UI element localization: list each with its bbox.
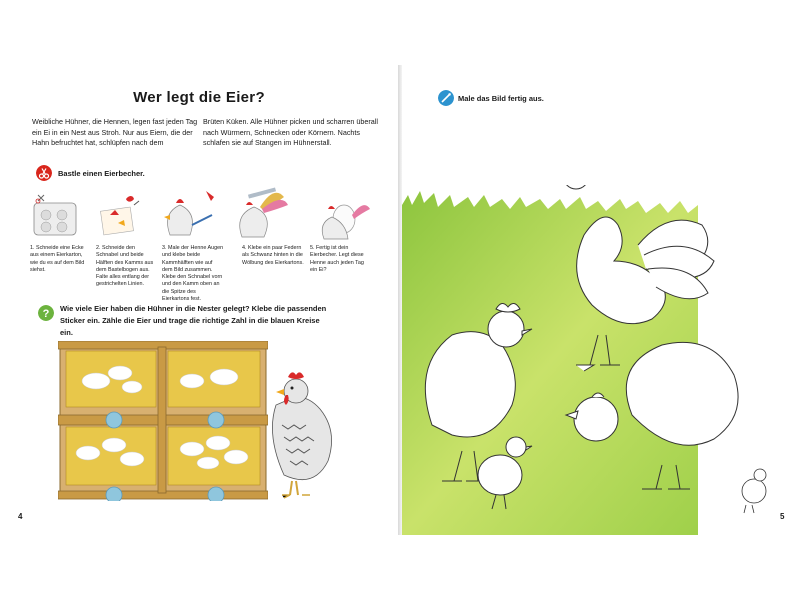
answer-circle (106, 487, 122, 501)
craft-step-5: 5. Fertig ist dein Eierbecher. Legt diese Henne auch jeden Tag ein Ei? (310, 245, 364, 273)
svg-text:?: ? (42, 308, 50, 320)
carton-with-comb-illustration (164, 191, 214, 235)
intro-text-col1: Weibliche Hühner, die Hennen, legen fast jeden Tag ein Ei in ein Nest aus Stroh. Nur aus Eiern, die der Hahn befruchtet hat, schlüpfen nach dem (32, 117, 198, 147)
craft-step-1: 1. Schneide eine Ecke aus einem Eierkarton, wie du es auf dem Bild siehst. (30, 245, 85, 273)
answer-circle (208, 412, 224, 428)
egg-carton-illustration (34, 195, 76, 235)
answer-circle (106, 412, 122, 428)
intro-text-col2: Brüten Küken. Alle Hühner picken und scharren überall nach Würmern, Schnecken oder Körnern. Nachts schlafen sie auf Stangen im Hühnerstall. (203, 117, 379, 147)
small-chick-silhouette (742, 469, 766, 513)
right-page (402, 65, 800, 535)
question-sticker-icon (38, 305, 54, 321)
scissors-icon (36, 165, 52, 181)
craft-step-4: 4. Klebe ein paar Federn als Schwanz hinten in die Wölbung des Eierkartons. (242, 245, 304, 266)
craft-step-illustrations (30, 185, 370, 247)
left-page (0, 65, 398, 535)
craft-step-3: 3. Male der Henne Augen und klebe beide Kammhälften wie auf dem Bild zusammen. Klebe den Schnabel vorn und den Kamm oben an die Spitze des Eierkartons fest. (162, 245, 224, 303)
nest-compartment (66, 351, 156, 407)
nest-compartment (168, 351, 260, 407)
speckled-hen-illustration (262, 365, 332, 500)
answer-circle (208, 487, 224, 501)
finished-egg-cup-illustration (322, 205, 370, 239)
page-title: Wer legt die Eier? (133, 89, 265, 106)
paper-parts-illustration (100, 196, 139, 235)
book-spread (0, 65, 800, 535)
nesting-box-illustration (58, 341, 268, 501)
paint-instruction: Male das Bild fertig aus. (458, 94, 544, 103)
counting-question: Wie viele Eier haben die Hühner in die Nester gelegt? Klebe die passenden Sticker ein. Zähle die Eier und trage die richtige Zahl in die blauen Kreise ein. (60, 304, 327, 337)
craft-heading: Bastle einen Eierbecher. (58, 169, 145, 178)
paintbrush-icon (438, 90, 454, 106)
page-number-left: 4 (18, 512, 23, 521)
nest-compartment (168, 427, 260, 485)
nest-compartment (66, 427, 156, 485)
carton-with-feathers-illustration (240, 187, 288, 237)
page-number-right: 5 (780, 512, 785, 521)
craft-step-2: 2. Schneide den Schnabel und beide Hälften des Kamms aus dem Bastelbogen aus. Falte alles entlang der gestrichelten Linien. (96, 245, 154, 288)
coloring-scene (402, 185, 800, 535)
